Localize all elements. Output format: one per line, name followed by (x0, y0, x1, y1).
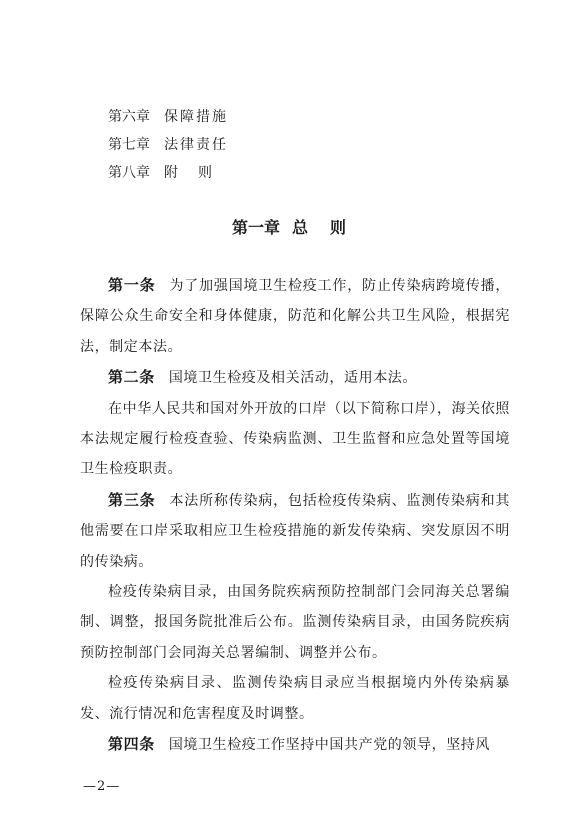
paragraph (80, 270, 510, 362)
article-number: 第四条 (108, 735, 155, 754)
paragraph (80, 394, 510, 485)
paragraph-text: 国境卫生检疫及相关活动，适用本法。 (168, 370, 418, 387)
toc-item-chapter-8 (108, 159, 232, 187)
toc-chapter-title: 保障措施 (164, 109, 228, 125)
toc-item-chapter-6 (108, 103, 232, 131)
chapter-heading (0, 215, 578, 241)
article-number: 第二条 (108, 368, 155, 387)
page-number: —2— (83, 779, 121, 794)
toc-chapter-number: 第六章 (108, 109, 150, 125)
paragraph-text: 为了加强国境卫生检疫工作，防止传染病跨境传播，保障公众生命安全和身体健康，防范和化解公共卫生风险，根据宪法，制定本法。 (80, 278, 510, 355)
toc-chapter-title: 法律责任 (164, 137, 228, 153)
chapter-number: 第一章 (231, 218, 280, 237)
toc-chapter-title: 附则 (164, 165, 232, 181)
toc-item-chapter-7 (108, 131, 232, 159)
toc-chapter-number: 第七章 (108, 137, 150, 153)
article-number: 第一条 (108, 276, 156, 294)
paragraph-text: 检疫传染病目录，由国务院疾病预防控制部门会同海关总署编制、调整，报国务院批准后公布。监测传染病目录，由国务院疾病预防控制部门会同海关总署编制、调整并公布。 (80, 584, 510, 661)
body-text (80, 270, 510, 761)
paragraph (80, 485, 510, 577)
paragraph-text: 检疫传染病目录、监测传染病目录应当根据境内外传染病暴发、流行情况和危害程度及时调整。 (80, 675, 510, 722)
article-number: 第三条 (108, 490, 156, 509)
paragraph-text: 本法所称传染病，包括检疫传染病、监测传染病和其他需要在口岸采取相应卫生检疫措施的新发传染病、突发原因不明的传染病。 (80, 492, 510, 570)
toc-chapter-number: 第八章 (108, 165, 150, 181)
chapter-title: 总则 (292, 218, 369, 237)
paragraph (80, 362, 510, 393)
paragraph (80, 668, 510, 729)
paragraph (80, 729, 510, 760)
paragraph (80, 577, 510, 668)
table-of-contents (108, 103, 232, 187)
paragraph-text: 国境卫生检疫工作坚持中国共产党的领导，坚持风 (168, 737, 491, 754)
paragraph-text: 在中华人民共和国对外开放的口岸（以下简称口岸），海关依照本法规定履行检疫查验、传染病监测、卫生监督和应急处置等国境卫生检疫职责。 (80, 400, 510, 478)
